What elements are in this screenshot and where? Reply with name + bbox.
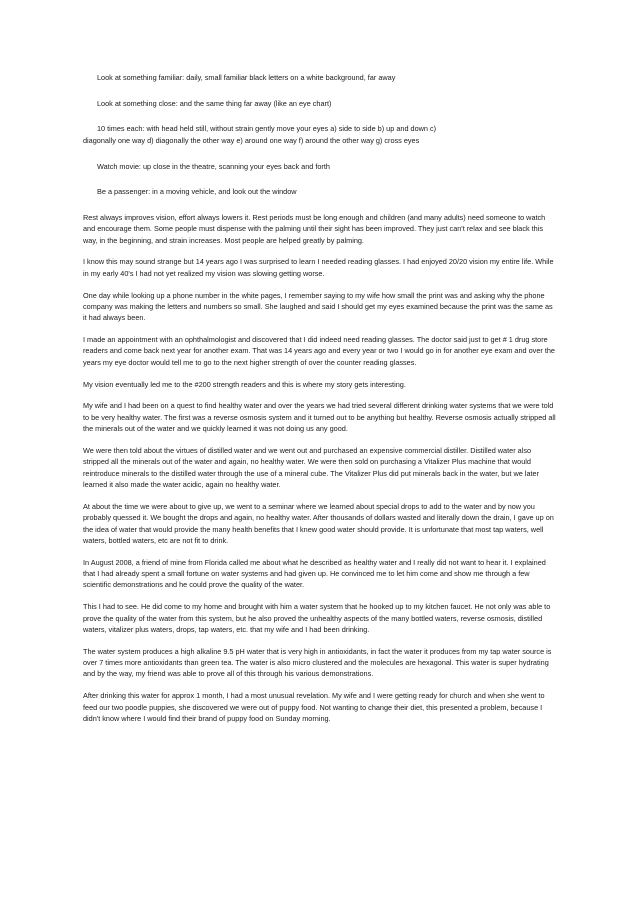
paragraph: This I had to see. He did come to my home and brought with him a water system that he hooked up to my kitchen faucet. He not only was able to prove the quality of the water from this system, but he also proved the unhealthy aspects of the many bottled waters, reverse osmosis, distilled waters, vitalizer plus waters, drops, tap waters, etc. that my wife and I had been drinking. [83, 602, 551, 634]
list-item: Be a passenger: in a moving vehicle, and look out the window [97, 187, 297, 197]
paragraph: My wife and I had been on a quest to find healthy water and over the years we had tried several different drinking water systems that we were told to be very healthy water. The first was a reverse osmosis system and it turned out to be anything but healthy. Reverse osmosis actually stripped all the minerals out of the water and we quickly learned it was not doing us any good. [83, 401, 556, 434]
paragraph: I know this may sound strange but 14 years ago I was surprised to learn I needed reading glasses. I had enjoyed 20/20 vision my entire life. While in my early 40's I had not yet realized my vision was slowing getting worse. [83, 257, 554, 278]
list-item-line: 10 times each: with head held still, without strain gently move your eyes a) side to side b) up and down c) [97, 124, 437, 134]
list-item-line: diagonally one way d) diagonally the other way e) around one way f) around the other way g) cross eyes [83, 135, 420, 145]
list-item: Watch movie: up close in the theatre, scanning your eyes back and forth [97, 161, 330, 171]
paragraph: We were then told about the virtues of distilled water and we went out and purchased an expensive commercial distiller. Distilled water also stripped all the minerals out of the water and again, no healthy water. We were then sold on purchasing a Vitalizer Plus machine that would reintroduce minerals to the distilled water through the use of a mineral cube. The Vitalizer Plus did put minerals back in the water, but we later learned it also made the water acidic, again no healthy water. [83, 445, 540, 490]
paragraph: After drinking this water for approx 1 month, I had a most unusual revelation. My wife and I were getting ready for church and when she went to feed our two poodle puppies, she discovered we were out of puppy food. Not wanting to change their diet, this presented a problem, because I didn't know where I would find their brand of puppy food on Sunday morning. [83, 691, 545, 723]
paragraph: I made an appointment with an ophthalmologist and discovered that I did indeed need reading glasses. The doctor said just to get # 1 drug store readers and come back next year for another exam. That was 14 years ago and every year or two I would go in for another eye exam and over the years my eye doctor would tell me to go to the next higher strength of over the counter reading glasses. [83, 335, 555, 367]
paragraph: One day while looking up a phone number in the white pages, I remember saying to my wife how small the print was and asking why the phone company was making the letters and numbers so small. She laughed and said I should get my eyes examined because the print was the same as it had always been. [83, 290, 553, 323]
paragraph: In August 2008, a friend of mine from Florida called me about what he described as healthy water and I really did not want to hear it. I explained that I had already spent a small fortune on water systems and had given up. He convinced me to let him come and show me through a few scientific demonstrations and he could prove the quality of the water. [83, 557, 546, 590]
document-body [83, 72, 558, 724]
paragraph: Rest always improves vision, effort always lowers it. Rest periods must be long enough and children (and many adults) need someone to watch and encourage them. Some people must dispense with the palming until their sight has been improved. They just can't relax and see black this way, in the beginning, and strain increases. Most people are helped greatly by palming. [83, 212, 546, 245]
list-item [83, 123, 558, 146]
list-item: Look at something close: and the same thing far away (like an eye chart) [97, 98, 332, 108]
list-item: Look at something familiar: daily, small familiar black letters on a white background, far away [97, 73, 396, 82]
paragraph: My vision eventually led me to the #200 strength readers and this is where my story gets interesting. [83, 379, 406, 389]
paragraph: The water system produces a high alkaline 9.5 pH water that is very high in antioxidants, in fact the water it produces from my tap water source is over 7 times more antioxidants than green tea. The water is also micro clustered and the molecules are hexagonal. This water is super hydrating and by the way, my friend was able to prove all of this through his various demonstrations. [83, 646, 552, 679]
paragraph: At about the time we were about to give up, we went to a seminar where we learned about special drops to add to the water and by now you probably quessed it. We bought the drops and again, no healthy water. After thousands of dollars wasted and literally down the drain, I gave up on the idea of water that would provide the many health benefits that I knew good water should provide. It is unfortunate that most tap waters, well waters, bottled waters, etc are not fit to drink. [83, 501, 554, 545]
